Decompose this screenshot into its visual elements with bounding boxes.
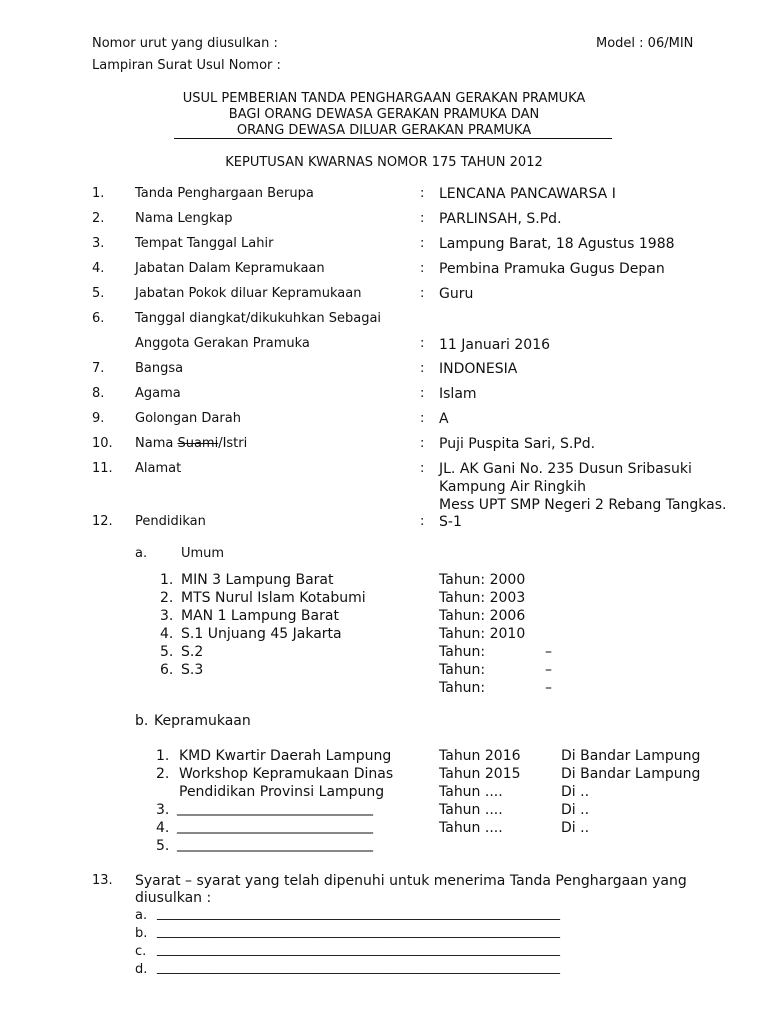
field-value: PARLINSAH, S.Pd. bbox=[439, 211, 562, 227]
list-item-name: KMD Kwartir Daerah Lampung bbox=[179, 748, 392, 764]
field-number: 9. bbox=[92, 411, 105, 426]
list-item-place: Di .. bbox=[561, 784, 590, 800]
list-item-name: S.3 bbox=[181, 662, 204, 678]
field-value: Lampung Barat, 18 Agustus 1988 bbox=[439, 236, 675, 252]
umum-heading: Umum bbox=[181, 546, 225, 561]
field-number: 2. bbox=[92, 211, 105, 226]
list-item-place: Di .. bbox=[561, 802, 590, 818]
title-line-2: BAGI ORANG DEWASA GERAKAN PRAMUKA DAN bbox=[228, 107, 540, 122]
title-underline bbox=[174, 138, 612, 139]
field-colon: : bbox=[420, 386, 425, 401]
field-colon: : bbox=[420, 461, 425, 476]
address-line-2: Kampung Air Ringkih bbox=[439, 479, 587, 495]
list-item-number: 2. bbox=[160, 590, 174, 606]
list-item-number: 1. bbox=[160, 572, 174, 588]
list-item-number: 4. bbox=[156, 820, 170, 836]
field-colon: : bbox=[420, 236, 425, 251]
list-item-year: Tahun: bbox=[439, 680, 486, 696]
list-item-number: 3. bbox=[160, 608, 174, 624]
field-label: Jabatan Dalam Kepramukaan bbox=[135, 261, 325, 276]
address-line-3: Mess UPT SMP Negeri 2 Rebang Tangkas. bbox=[439, 497, 727, 513]
field-colon: : bbox=[420, 211, 425, 226]
field-value: S-1 bbox=[439, 514, 462, 530]
nomor-urut-label: Nomor urut yang diusulkan : bbox=[92, 36, 278, 51]
list-item-blank-line: ____________________________ bbox=[177, 800, 373, 816]
field-number: 1. bbox=[92, 186, 105, 201]
list-item-number: 2. bbox=[156, 766, 170, 782]
field-label-strikethrough: Suami bbox=[177, 436, 219, 451]
list-item-name: MAN 1 Lampung Barat bbox=[181, 608, 339, 624]
field-number: 11. bbox=[92, 461, 113, 476]
field-label: Golongan Darah bbox=[135, 411, 241, 426]
field-colon: : bbox=[420, 514, 425, 529]
list-item-year: Tahun: 2010 bbox=[439, 626, 526, 642]
field-colon: : bbox=[420, 261, 425, 276]
list-item-dash: – bbox=[545, 680, 552, 696]
field-value: Guru bbox=[439, 286, 474, 302]
list-item-number: 3. bbox=[156, 802, 170, 818]
list-item-number: 1. bbox=[156, 748, 170, 764]
list-item-name: MTS Nurul Islam Kotabumi bbox=[181, 590, 366, 606]
field-label-continued: Anggota Gerakan Pramuka bbox=[135, 336, 310, 351]
syarat-item-marker: d. bbox=[135, 962, 148, 977]
syarat-item-marker: c. bbox=[135, 944, 147, 959]
title-line-3: ORANG DEWASA DILUAR GERAKAN PRAMUKA bbox=[236, 123, 532, 138]
field-label: Alamat bbox=[135, 461, 182, 476]
field-label: Nama Lengkap bbox=[135, 211, 233, 226]
list-item-number: 5. bbox=[160, 644, 174, 660]
field-number: 3. bbox=[92, 236, 105, 251]
field-number: 10. bbox=[92, 436, 113, 451]
field-number: 12. bbox=[92, 514, 113, 529]
field-number: 4. bbox=[92, 261, 105, 276]
list-item-year: Tahun 2016 bbox=[439, 748, 521, 764]
list-item-year: Tahun 2015 bbox=[439, 766, 521, 782]
list-item-name: MIN 3 Lampung Barat bbox=[181, 572, 334, 588]
field-colon: : bbox=[420, 286, 425, 301]
field-colon: : bbox=[420, 411, 425, 426]
list-item-year: Tahun: bbox=[439, 662, 486, 678]
list-item-number: 5. bbox=[156, 838, 170, 854]
field-label: Bangsa bbox=[135, 361, 184, 376]
list-item-year: Tahun: bbox=[439, 644, 486, 660]
list-item-dash: – bbox=[545, 644, 552, 660]
model-code: Model : 06/MIN bbox=[596, 36, 694, 51]
field-value: LENCANA PANCAWARSA I bbox=[439, 186, 616, 202]
syarat-text: Syarat – syarat yang telah dipenuhi untuk menerima Tanda Penghargaan yang bbox=[135, 873, 687, 889]
field-value: 11 Januari 2016 bbox=[439, 337, 551, 353]
field-label: Tempat Tanggal Lahir bbox=[135, 236, 274, 251]
list-item-place: Di .. bbox=[561, 820, 590, 836]
field-label-prefix: Nama bbox=[135, 436, 178, 451]
field-number: 5. bbox=[92, 286, 105, 301]
list-item-place: Di Bandar Lampung bbox=[561, 748, 701, 764]
lampiran-label: Lampiran Surat Usul Nomor : bbox=[92, 58, 281, 73]
list-item-year: Tahun .... bbox=[439, 820, 503, 836]
list-item-year: Tahun .... bbox=[439, 802, 503, 818]
list-item-number: 4. bbox=[160, 626, 174, 642]
list-item-number: 6. bbox=[160, 662, 174, 678]
field-colon: : bbox=[420, 186, 425, 201]
field-colon: : bbox=[420, 361, 425, 376]
list-item-dash: – bbox=[545, 662, 552, 678]
address-line-1: JL. AK Gani No. 235 Dusun Sribasuki bbox=[439, 461, 692, 477]
field-value: A bbox=[439, 411, 449, 427]
list-item-blank-line: ____________________________ bbox=[177, 818, 373, 834]
syarat-item-marker: a. bbox=[135, 908, 148, 923]
field-label: Tanda Penghargaan Berupa bbox=[135, 186, 314, 201]
kepramukaan-heading: Kepramukaan bbox=[154, 713, 251, 729]
field-number: 8. bbox=[92, 386, 105, 401]
list-item-name: Pendidikan Provinsi Lampung bbox=[179, 784, 385, 800]
field-number: 6. bbox=[92, 311, 105, 326]
field-label: Pendidikan bbox=[135, 514, 206, 529]
list-item-place: Di Bandar Lampung bbox=[561, 766, 701, 782]
list-item-year: Tahun: 2003 bbox=[439, 590, 526, 606]
field-value: Islam bbox=[439, 386, 477, 402]
title-line-1: USUL PEMBERIAN TANDA PENGHARGAAN GERAKAN PRAMUKA bbox=[182, 91, 586, 106]
field-label: Jabatan Pokok diluar Kepramukaan bbox=[135, 286, 362, 301]
list-item-year: Tahun .... bbox=[439, 784, 503, 800]
list-item-year: Tahun: 2000 bbox=[439, 572, 526, 588]
field-number: 13. bbox=[92, 873, 113, 888]
syarat-text-continued: diusulkan : bbox=[135, 890, 212, 906]
syarat-item-blank-line: ______________________________________________________________ bbox=[157, 924, 560, 939]
field-value: Puji Puspita Sari, S.Pd. bbox=[439, 436, 596, 452]
field-value: INDONESIA bbox=[439, 361, 518, 377]
list-item-name: S.1 Unjuang 45 Jakarta bbox=[181, 626, 342, 642]
umum-marker: a. bbox=[135, 546, 148, 561]
field-colon: : bbox=[420, 436, 425, 451]
list-item-name: S.2 bbox=[181, 644, 204, 660]
keputusan-title: KEPUTUSAN KWARNAS NOMOR 175 TAHUN 2012 bbox=[225, 155, 543, 170]
list-item-name: Workshop Kepramukaan Dinas bbox=[179, 766, 394, 782]
syarat-item-blank-line: ______________________________________________________________ bbox=[157, 960, 560, 975]
field-colon: : bbox=[420, 336, 425, 351]
syarat-item-marker: b. bbox=[135, 926, 148, 941]
syarat-item-blank-line: ______________________________________________________________ bbox=[157, 942, 560, 957]
field-value: Pembina Pramuka Gugus Depan bbox=[439, 261, 665, 277]
field-number: 7. bbox=[92, 361, 105, 376]
field-label: Agama bbox=[135, 386, 181, 401]
field-label bbox=[135, 437, 247, 450]
syarat-item-blank-line: ______________________________________________________________ bbox=[157, 906, 560, 921]
field-label: Tanggal diangkat/dikukuhkan Sebagai bbox=[135, 311, 382, 326]
list-item-blank-line: ____________________________ bbox=[177, 836, 373, 852]
list-item-year: Tahun: 2006 bbox=[439, 608, 526, 624]
kepramukaan-marker: b. bbox=[135, 713, 149, 729]
field-label-suffix: /Istri bbox=[218, 436, 248, 451]
